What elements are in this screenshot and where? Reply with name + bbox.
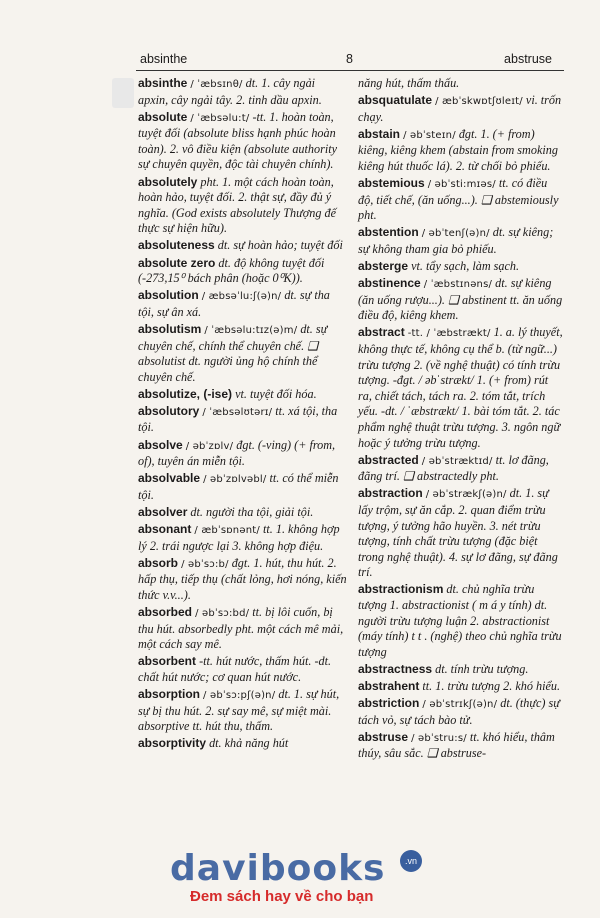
entry-definition: dt. độ không tuyệt đối (-273,15⁰ bách phân (hoặc 0⁰K)). xyxy=(138,255,325,286)
dictionary-entry xyxy=(358,127,564,175)
entry-definition: dt. 1. sự lấy trộm, sự ăn cắp. 2. quan điểm trừu tượng, ý tưởng hão huyền. 3. nét trừu tượng, tính chất trừu tượng (đặc biệt trong nghệ thuật). 4. sự lơ đãng, sự đãng trí. xyxy=(358,486,558,580)
entry-pronunciation: / əbˈstru:s/ xyxy=(411,732,467,744)
entry-definition: tt. 1. trừu tượng 2. khó hiểu. xyxy=(422,678,561,693)
entry-definition: tt. bị lôi cuốn, bị thu hút. absorbedly pht. một cách mê mải, một cách say mê. xyxy=(138,605,344,652)
dictionary-entry xyxy=(138,605,348,653)
entry-definition: vt. tẩy sạch, làm sạch. xyxy=(411,259,520,274)
entry-headword: abstracted xyxy=(358,452,419,467)
dictionary-entry xyxy=(358,259,564,275)
entry-headword: abstemious xyxy=(358,176,425,191)
dictionary-entry xyxy=(358,730,564,762)
dictionary-entry xyxy=(138,238,348,254)
entry-pronunciation: / əbˈsɔ:b/ xyxy=(181,558,229,570)
entry-definition: dt. tính trừu tượng. xyxy=(435,661,529,676)
entry-pronunciation: / əbˈsɔ:pʃ(ə)n/ xyxy=(203,689,276,701)
entry-definition: vt. tuyệt đối hóa. xyxy=(235,386,317,401)
entry-definition: pht. 1. một cách hoàn toàn, hoàn hảo, tuyệt đối. 2. thật sự, đầy đủ ý nghĩa. (God exists absolutely Thượng đế thực sự hiện hữu). xyxy=(138,174,336,236)
entry-pronunciation: / æbˈskwɒtʃʊleɪt/ xyxy=(435,96,523,108)
page-header xyxy=(110,52,552,70)
entry-headword: abstention xyxy=(358,225,419,240)
entry-pronunciation: / əbˈsɔ:bd/ xyxy=(195,608,250,619)
entry-pronunciation: / əbˈsti:mɪəs/ xyxy=(427,179,496,191)
dictionary-entry xyxy=(358,486,564,581)
watermark-tagline: Đem sách hay về cho bạn xyxy=(190,888,374,905)
dictionary-entry xyxy=(358,662,564,678)
entry-definition: tt. khó hiểu, thâm thúy, sâu sắc. ❑ abstruse- xyxy=(358,729,555,761)
entry-headword: abstractionism xyxy=(358,582,444,597)
entry-pronunciation: / ˈæbsəlʊtərɪ/ xyxy=(202,406,273,418)
entry-definition: dt. sự kiêng; sự không tham gia bỏ phiếu. xyxy=(358,225,554,256)
entry-headword: absinthe xyxy=(138,76,188,90)
entry-headword: absolute zero xyxy=(138,255,216,270)
dictionary-entry xyxy=(358,582,564,660)
entry-definition: -tt. 1. hoàn toàn, tuyệt đối (absolute bliss hạnh phúc hoàn toàn). 2. vô điều kiện (absolute authority sự chuyên quyền, độc tài chuyên chính). xyxy=(138,109,338,172)
dictionary-entry xyxy=(138,736,348,752)
dictionary-entry xyxy=(358,93,564,125)
entry-headword: abstruse xyxy=(358,729,409,744)
entry-headword: abstinence xyxy=(358,276,421,291)
entry-headword: absolution xyxy=(138,288,199,303)
entry-headword: absolutely xyxy=(138,174,198,189)
edge-shadow xyxy=(112,78,134,108)
entry-definition: dt. 1. sự hút, sự bị thu hút. 2. sự say mê, sự miệt mài. absorptive tt. hút thu, thấm. xyxy=(138,686,340,734)
dictionary-entry xyxy=(138,110,348,173)
entry-headword: absolvable xyxy=(138,471,201,486)
watermark-badge: .vn xyxy=(400,850,422,872)
entry-headword: absolve xyxy=(138,437,183,452)
header-last-word: abstruse xyxy=(504,52,552,66)
dictionary-entry xyxy=(138,522,348,554)
dictionary-entry xyxy=(138,404,348,436)
entry-pronunciation: / əbˈtenʃ(ə)n/ xyxy=(421,228,490,240)
entry-headword: absquatulate xyxy=(358,93,433,108)
entry-definition: tt. 1. không hợp lý 2. trái ngược lại 3. không hợp điệu. xyxy=(138,522,340,553)
dictionary-entry xyxy=(138,175,348,237)
entry-definition: dt. chủ nghĩa trừu tượng 1. abstractionist ( m á y tính) dt. người trừu tượng luận 2. abstractionist (máy tính) t t . (nghệ) theo chủ nghĩa trừu tượng xyxy=(358,582,562,659)
entry-headword: absorbent xyxy=(138,654,197,669)
dictionary-entry xyxy=(138,288,348,320)
entry-pronunciation: / ˈæbsəlu:t/ xyxy=(190,112,250,124)
header-first-word: absinthe xyxy=(140,52,188,66)
entry-headword: absolver xyxy=(138,504,188,519)
entry-definition: dt. sự kiêng (ăn uống rượu...). ❑ abstinent tt. ăn uống điều độ, kiêng khem. xyxy=(358,276,563,323)
left-column xyxy=(138,76,348,753)
entry-pronunciation: / ˈæbsɪnθ/ xyxy=(190,79,243,90)
dictionary-entry xyxy=(138,556,348,604)
entry-definition: dt. 1. cây ngải apxin, cây ngải tây. 2. tinh dầu apxin. xyxy=(138,76,322,107)
page-number: 8 xyxy=(346,52,353,66)
entry-definition: đgt. (-ving) (+ from, of), tuyên án miễn tội. xyxy=(138,437,336,469)
dictionary-entry xyxy=(138,654,348,685)
entry-pronunciation: / ˈæbstɪnəns/ xyxy=(423,279,493,291)
entry-definition: 1. a. lý thuyết, không thực tế, không cụ thể b. (từ ngữ...) trừu tượng 2. (về nghệ thuật) có tính trừu tượng. -đgt. / əbˈstrækt/ 1. (+ from) rút ra, chiết tách, tách ra. 2. tóm tắt, trích yếu. -dt. / ˈæbstrækt/ 1. bài tóm tắt. 2. tác phẩm nghệ thuật trừu tượng. 3. ngôn ngữ hoặc ý tưởng trừu tượng. xyxy=(358,325,563,450)
entry-headword: absorptivity xyxy=(138,736,207,751)
entry-headword: absolutism xyxy=(138,321,202,336)
dictionary-entry xyxy=(358,679,564,695)
entry-headword: abstriction xyxy=(358,696,420,711)
entry-headword: absorption xyxy=(138,686,200,701)
watermark xyxy=(170,848,470,888)
dictionary-entry xyxy=(138,322,348,385)
entry-definition: tt. có thể miễn tội. xyxy=(138,471,339,502)
entry-headword: abstain xyxy=(358,126,401,141)
entry-headword: absorb xyxy=(138,555,179,570)
dictionary-entry xyxy=(138,687,348,735)
entry-headword: absolutize, (-ise) xyxy=(138,386,233,401)
entry-headword: absoluteness xyxy=(138,238,215,253)
entry-pronunciation: / æbsəˈlu:ʃ(ə)n/ xyxy=(201,291,282,303)
entry-pronunciation: / əbˈstræktɪd/ xyxy=(421,455,493,467)
header-rule xyxy=(136,70,564,71)
right-column xyxy=(358,76,564,763)
entry-pronunciation: / əbˈstrɪkʃ(ə)n/ xyxy=(422,699,498,711)
entry-headword: absorbed xyxy=(138,605,193,619)
entry-definition: dt. khả năng hút xyxy=(209,736,289,751)
entry-headword: abstract xyxy=(358,325,405,340)
dictionary-entry xyxy=(358,176,564,224)
entry-definition: -tt. hút nước, thấm hút. -dt. chất hút nước; cơ quan hút nước. xyxy=(138,654,332,684)
entry-definition: năng hút, thấm thấu. xyxy=(358,76,460,90)
dictionary-entry xyxy=(138,471,348,503)
entry-headword: absterge xyxy=(358,259,409,274)
entry-headword: absolutory xyxy=(138,403,200,418)
entry-definition: tt. lơ đãng, đãng trí. ❑ abstractedly pht. xyxy=(358,452,549,484)
entry-definition: dt. sự tha tội, sự ân xá. xyxy=(138,288,330,319)
entry-definition: dt. (thực) sự tách vỏ, sự tách bào tử. xyxy=(358,696,560,727)
entry-definition: dt. sự hoàn hảo; tuyệt đối xyxy=(217,238,343,253)
dictionary-entry xyxy=(138,438,348,470)
entry-pronunciation: / əbˈzɒlvəbl/ xyxy=(203,474,267,486)
entry-pronunciation: -tt. / ˈæbstrækt/ xyxy=(407,328,491,340)
entry-headword: abstractness xyxy=(358,661,433,676)
entry-definition: tt. xá tội, tha tội. xyxy=(138,403,338,435)
entry-definition: dt. sự chuyên chế, chính thể chuyên chế. ❑ absolutist dt. người ủng hộ chính thể chuyên chế. xyxy=(138,321,328,384)
entry-definition: dt. người tha tội, giải tội. xyxy=(190,504,314,519)
entry-definition: vi. trốn chạy. xyxy=(358,93,562,124)
dictionary-entry xyxy=(138,256,348,287)
dictionary-entry xyxy=(358,696,564,728)
entry-headword: abstraction xyxy=(358,486,423,501)
dictionary-entry xyxy=(358,76,564,92)
entry-pronunciation: / ˈæbsəlu:tɪz(ə)m/ xyxy=(204,324,298,336)
entry-headword: absonant xyxy=(138,522,192,537)
entry-pronunciation: / əbˈzɒlv/ xyxy=(185,440,234,452)
dictionary-entry xyxy=(358,453,564,485)
dictionary-entry xyxy=(138,76,348,108)
entry-pronunciation: / əbˈstrækʃ(ə)n/ xyxy=(425,489,507,501)
entry-headword: absolute xyxy=(138,109,188,124)
watermark-logo: davibooks xyxy=(170,848,386,889)
entry-definition: đgt. 1. hút, thu hút. 2. hấp thụ, tiếp thụ (chất lỏng, hơi nóng, kiến thức v.v...). xyxy=(138,555,347,602)
entry-definition: tt. có điều độ, tiết chế, (ăn uống...). ❑ abstemiously pht. xyxy=(358,176,559,223)
entry-pronunciation: / əbˈsteɪn/ xyxy=(403,129,456,141)
dictionary-entry xyxy=(138,387,348,403)
entry-headword: abstrahent xyxy=(358,678,420,693)
dictionary-entry xyxy=(358,325,564,451)
dictionary-entry xyxy=(358,225,564,257)
entry-definition: đgt. 1. (+ from) kiêng, kiêng khem (abstain from smoking kiêng hút thuốc lá). 2. từ chối bỏ phiếu. xyxy=(358,126,558,173)
dictionary-entry xyxy=(358,276,564,324)
dictionary-entry xyxy=(138,505,348,521)
entry-pronunciation: / æbˈsɒnənt/ xyxy=(194,525,260,537)
